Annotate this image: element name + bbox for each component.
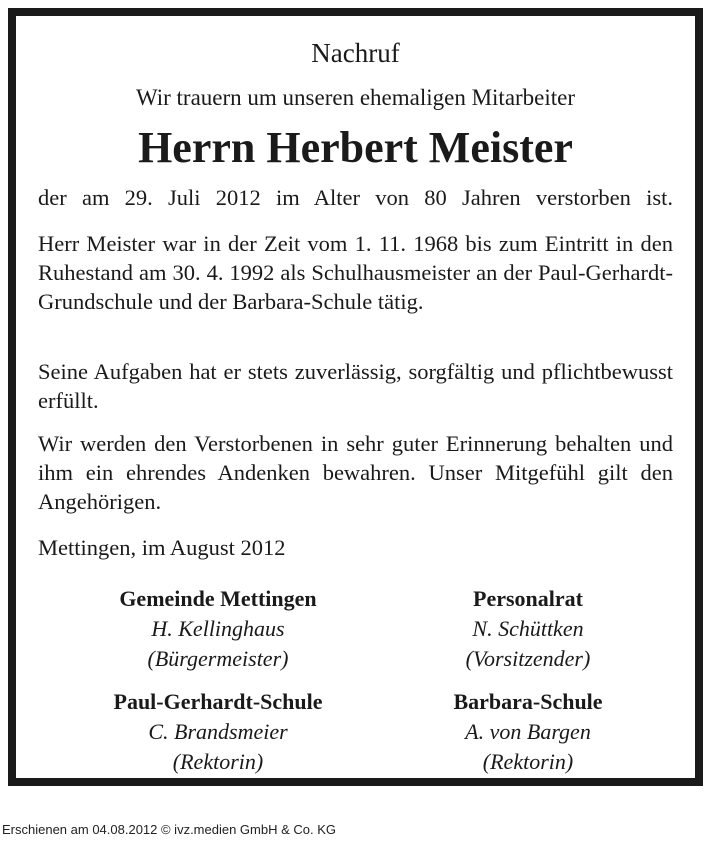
signature-role: (Bürgermeister) bbox=[147, 646, 289, 671]
notice-content bbox=[38, 16, 673, 778]
signature-role: (Vorsitzender) bbox=[465, 646, 591, 671]
signature-block bbox=[378, 687, 678, 777]
signature-person: N. Schüttken bbox=[472, 616, 584, 641]
signature-org: Paul-Gerhardt-Schule bbox=[113, 689, 323, 714]
signature-person: A. von Bargen bbox=[465, 719, 591, 744]
signature-block bbox=[68, 687, 368, 777]
paragraph-remembrance: Wir werden den Verstorbenen in sehr guter Erinnerung behalten und ihm ein ehrendes Andenken bewahren. Unser Mitgefühl gilt den Angehörigen. bbox=[38, 431, 673, 514]
signature-block bbox=[378, 584, 678, 674]
signature-role: (Rektorin) bbox=[482, 749, 574, 774]
signature-org: Barbara-Schule bbox=[453, 689, 603, 714]
notice-heading: Nachruf bbox=[311, 38, 400, 68]
obituary-notice bbox=[8, 8, 703, 786]
notice-subheading: Wir trauern um unseren ehemaligen Mitarbeiter bbox=[135, 85, 576, 110]
paragraph-duties: Seine Aufgaben hat er stets zuverlässig, sorgfältig und pflichtbewusst erfüllt. bbox=[38, 359, 673, 413]
paragraph-career: Herr Meister war in der Zeit vom 1. 11. 1968 bis zum Eintritt in den Ruhestand am 30. 4. 1992 als Schulhausmeister an der Paul-Gerhardt-Grundschule und der Barbara-Schule tätig. bbox=[38, 231, 673, 314]
signature-person: H. Kellinghaus bbox=[151, 616, 285, 641]
death-line: der am 29. Juli 2012 im Alter von 80 Jahren verstorben ist. bbox=[38, 185, 673, 210]
signature-org: Gemeinde Mettingen bbox=[119, 586, 317, 611]
signature-org: Personalrat bbox=[473, 586, 583, 611]
signature-role: (Rektorin) bbox=[172, 749, 264, 774]
signature-block bbox=[68, 584, 368, 674]
place-date: Mettingen, im August 2012 bbox=[38, 535, 286, 560]
deceased-name: Herrn Herbert Meister bbox=[138, 123, 573, 172]
signature-person: C. Brandsmeier bbox=[148, 719, 288, 744]
publication-footer: Erschienen am 04.08.2012 © ivz.medien GmbH & Co. KG bbox=[2, 822, 337, 837]
